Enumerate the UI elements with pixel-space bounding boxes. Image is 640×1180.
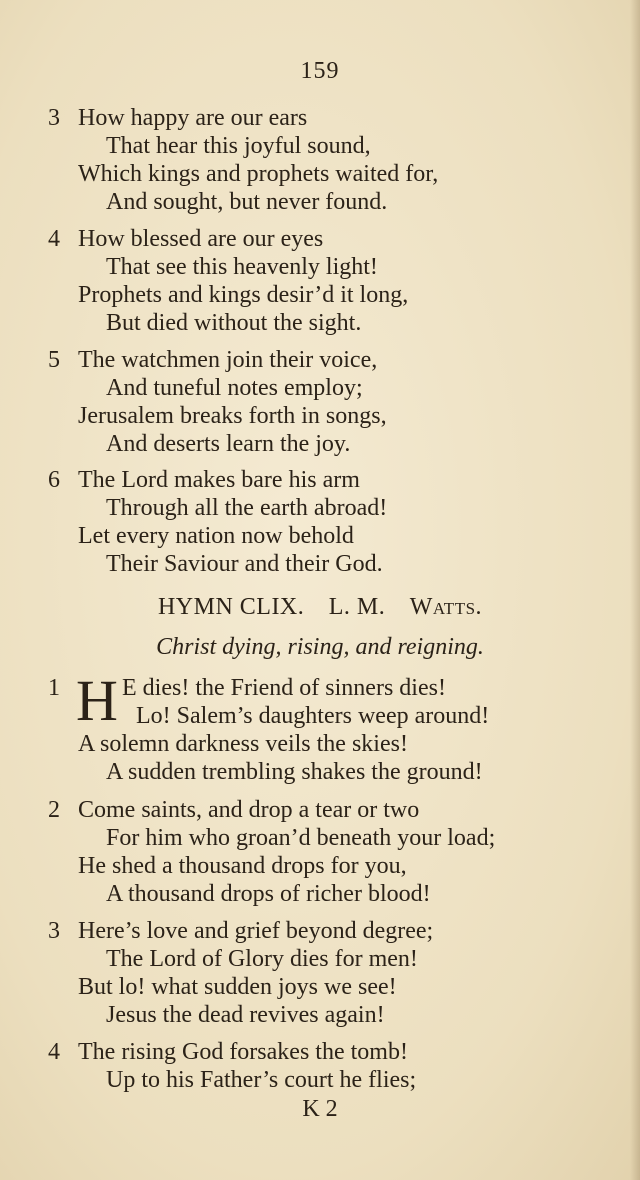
stanza-number: 3 [48,918,60,944]
verse-line: Jerusalem breaks forth in songs, [78,403,387,429]
verse-line: The rising God forsakes the tomb! [78,1039,408,1065]
verse-line: Lo! Salem’s daughters weep around! [136,703,490,729]
verse-line: E dies! the Friend of sinners dies! [122,675,446,701]
verse-line: The Lord of Glory dies for men! [106,946,418,972]
verse-line: How happy are our ears [78,105,308,131]
verse-line: The Lord makes bare his arm [78,467,360,493]
verse-line: Up to his Father’s court he flies; [106,1067,417,1093]
hymn-meter: L. M. [328,594,386,620]
verse-line: Through all the earth abroad! [106,495,388,521]
stanza-number: 4 [48,1039,60,1065]
hymn-number: HYMN CLIX. [157,594,305,620]
verse-line: But lo! what sudden joys we see! [78,974,397,1000]
stanza-number: 4 [48,226,60,252]
drop-cap: H [76,668,118,733]
hymn-author: Watts. [409,594,483,620]
verse-line: And deserts learn the joy. [106,431,351,457]
stanza-number: 6 [48,467,60,493]
verse-line: Jesus the dead revives again! [106,1002,385,1028]
page-edge-shadow [630,0,640,1180]
verse-line: And sought, but never found. [106,189,388,215]
verse-line: A solemn darkness veils the skies! [78,731,408,757]
verse-line: How blessed are our eyes [78,226,324,252]
verse-line: Let every nation now behold [78,523,354,549]
verse-line: A sudden trembling shakes the ground! [106,759,483,785]
hymn-heading [0,594,640,621]
verse-line: That hear this joyful sound, [106,133,371,159]
page-number: 159 [300,58,340,84]
stanza-number: 2 [48,797,60,823]
verse-line: That see this heavenly light! [106,254,378,280]
verse-line: Here’s love and grief beyond degree; [78,918,434,944]
verse-line: But died without the sight. [106,310,362,336]
verse-line: Which kings and prophets waited for, [78,161,439,187]
verse-line: Come saints, and drop a tear or two [78,797,420,823]
verse-line: For him who groan’d beneath your load; [106,825,496,851]
stanza-number: 1 [48,675,60,701]
verse-line: A thousand drops of richer blood! [106,881,431,907]
hymn-subtitle: Christ dying, rising, and reigning. [156,634,484,660]
stanza-number: 3 [48,105,60,131]
verse-line: And tuneful notes employ; [106,375,363,401]
verse-line: The watchmen join their voice, [78,347,378,373]
signature-mark: K 2 [302,1096,338,1122]
verse-line: He shed a thousand drops for you, [78,853,407,879]
stanza-number: 5 [48,347,60,373]
verse-line: Prophets and kings desir’d it long, [78,282,409,308]
verse-line: Their Saviour and their God. [106,551,383,577]
